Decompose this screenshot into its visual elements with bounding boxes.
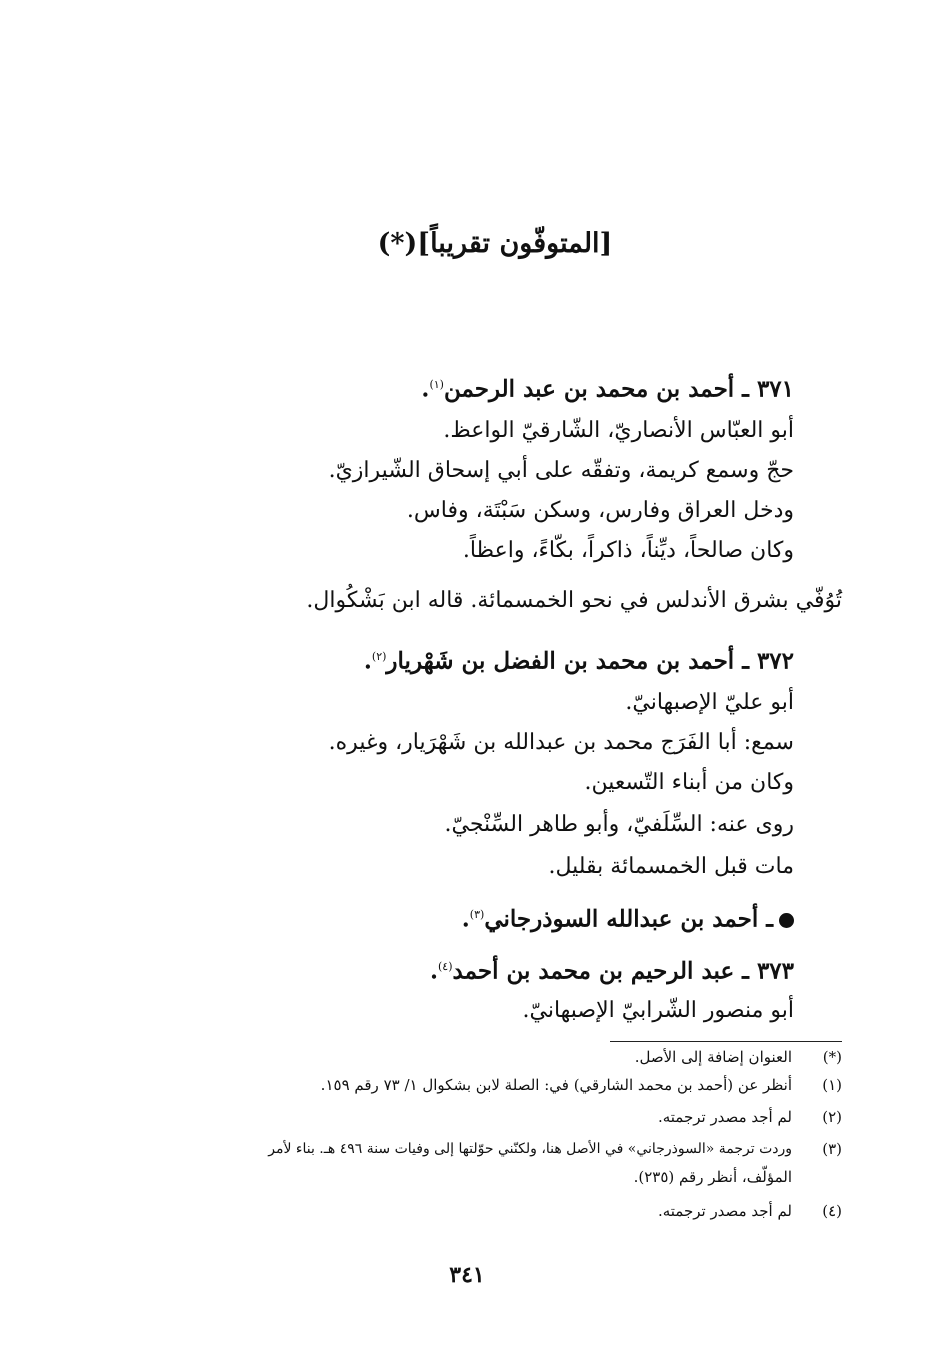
entry-line: سمع: أبا الفَرَج محمد بن عبدالله بن شَهْرَيار، وغيره.: [328, 730, 794, 755]
entry-heading: ٣٧٢ ـ أحمد بن محمد بن الفضل بن شَهْريار$^{(٢)}$.: [363, 647, 794, 675]
entry-line: روى عنه: السِّلَفيّ، وأبو طاهر السِّنْجيّ.: [444, 812, 794, 837]
entry-line: وكان صالحاً، ديِّناً، ذاكراً، بكّاءً، واعظاً.: [462, 538, 794, 563]
footnote-text: العنوان إضافة إلى الأصل.: [634, 1048, 792, 1066]
footnote-text: وردت ترجمة «السوذرجاني» في الأصل هنا، ولكنّني حوّلتها إلى وفيات سنة ٤٩٦ هـ. بناء لأمر: [268, 1141, 792, 1157]
footnote-divider: [610, 1041, 842, 1042]
entry-heading: ٣٧١ ـ أحمد بن محمد بن عبد الرحمن$^{(١)}$.: [421, 375, 794, 403]
entry-line: ودخل العراق وفارس، وسكن سَبْتَة، وفاس.: [406, 498, 794, 523]
footnote-ref[interactable]: (٢): [371, 650, 387, 663]
footnote-number: (٣): [822, 1140, 842, 1158]
entry-line: وكان من أبناء التّسعين.: [584, 770, 794, 795]
footnote-text: لم أجد مصدر ترجمته.: [657, 1108, 792, 1126]
footnote-ref[interactable]: (٤): [438, 960, 453, 973]
entry-line: أبو العبّاس الأنصاريّ، الشّارقيّ الواعظ.: [443, 418, 794, 443]
entry-line: تُوُفّي بشرق الأندلس في نحو الخمسمائة. قاله ابن بَشْكُوال.: [306, 588, 842, 613]
page-number: ٣٤١: [449, 1262, 485, 1288]
entry-line: أبو عليّ الإصبهانيّ.: [625, 690, 794, 715]
entry-line: حجّ وسمع كريمة، وتفقّه على أبي إسحاق الشّيرازيّ.: [328, 458, 794, 483]
entry-heading: ـ أحمد بن عبدالله السوذرجاني$^{(٣)}$.: [462, 900, 794, 935]
footnote-number: (٢): [822, 1108, 842, 1126]
footnote-text: لم أجد مصدر ترجمته.: [657, 1202, 792, 1220]
footnote-number: (١): [822, 1076, 842, 1094]
footnote-ref[interactable]: (٣): [469, 908, 485, 921]
footnote-number: (*): [822, 1048, 842, 1066]
footnote-number: (٤): [822, 1202, 842, 1220]
footnote-text: المؤلّف، أنظر رقم (٢٣٥).: [633, 1168, 792, 1186]
entry-line: مات قبل الخمسمائة بقليل.: [548, 854, 794, 879]
footnote-text: أنظر عن (أحمد بن محمد الشارقي) في: الصلة لابن بشكوال ١/ ٧٣ رقم ١٥٩.: [320, 1076, 792, 1094]
entry-line: أبو منصور الشّرابيّ الإصبهانيّ.: [522, 998, 794, 1023]
footnote-ref[interactable]: (١): [429, 378, 444, 391]
entry-heading: ٣٧٣ ـ عبد الرحيم بن محمد بن أحمد$^{(٤)}$.: [429, 957, 794, 985]
section-title: [المتوفّون تقريباً](*): [377, 228, 613, 259]
bullet-icon: [779, 913, 794, 928]
